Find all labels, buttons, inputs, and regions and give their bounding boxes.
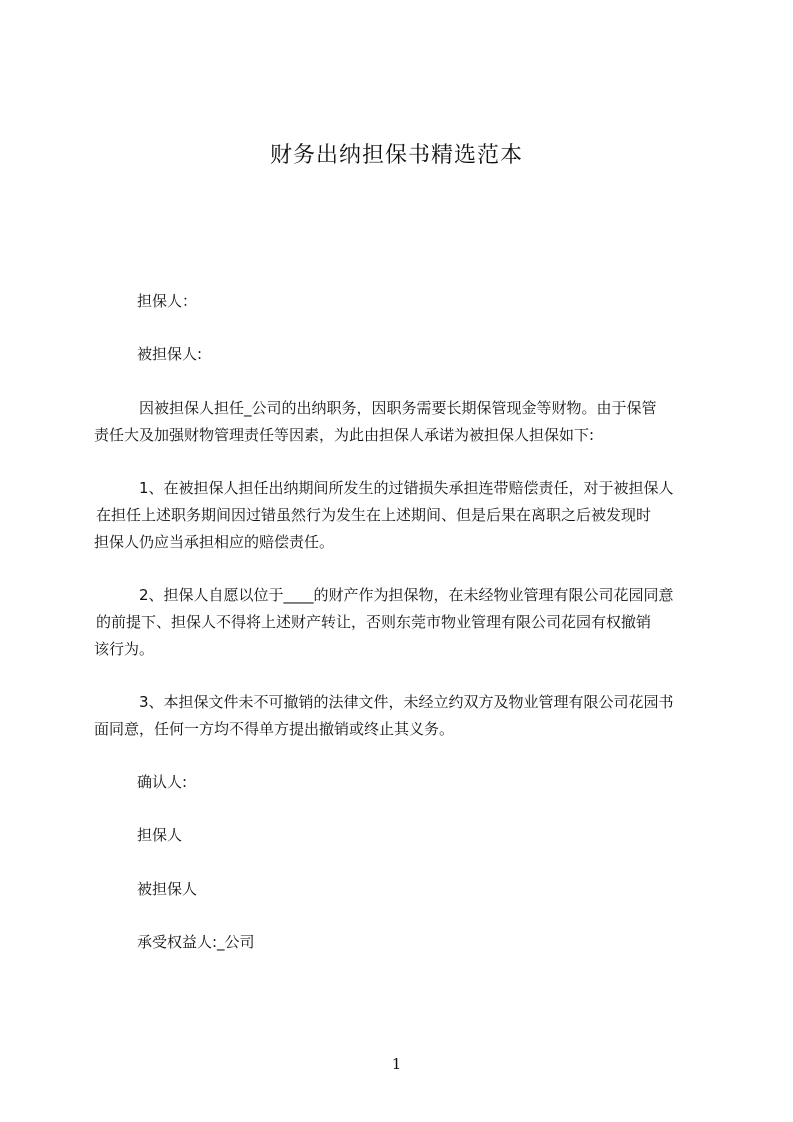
clause-line: 2、担保人自愿以位于____的财产作为担保物，在未经物业管理有限公司花园同意 (139, 586, 674, 604)
clause-line: 在担任上述职务期间因过错虽然行为发生在上述期间、但是后果在离职之后被发现时 (96, 506, 652, 524)
clause-line: 该行为。 (94, 640, 155, 658)
clause-line: 1、在被担保人担任出纳期间所发生的过错损失承担连带赔偿责任，对于被担保人 (139, 479, 674, 497)
document-title: 财务出纳担保书精选范本 (269, 143, 523, 168)
sign-guaranteed: 被担保人 (137, 880, 198, 898)
sign-guarantor: 担保人 (137, 826, 183, 844)
intro-line: 责任大及加强财物管理责任等因素，为此由担保人承诺为被担保人担保如下: (94, 426, 595, 444)
intro-line: 因被担保人担任_公司的出纳职务，因职务需要长期保管现金等财物。由于保管 (139, 399, 657, 417)
clause-line: 担保人仍应当承担相应的赔偿责任。 (94, 533, 335, 551)
confirm-label: 确认人: (137, 773, 188, 791)
page-number: 1 (391, 1055, 402, 1073)
guarantor-label: 担保人： (137, 292, 198, 310)
guaranteed-label: 被担保人: (137, 345, 203, 363)
clause-line: 3、本担保文件未不可撤销的法律文件，未经立约双方及物业管理有限公司花园书 (139, 693, 674, 711)
beneficiary-line: 承受权益人:_公司 (137, 933, 255, 951)
clause-line: 的前提下、担保人不得将上述财产转让，否则东莞市物业管理有限公司花园有权撤销 (96, 613, 652, 631)
clause-line: 面同意，任何一方均不得单方提出撤销或终止其义务。 (94, 720, 455, 738)
